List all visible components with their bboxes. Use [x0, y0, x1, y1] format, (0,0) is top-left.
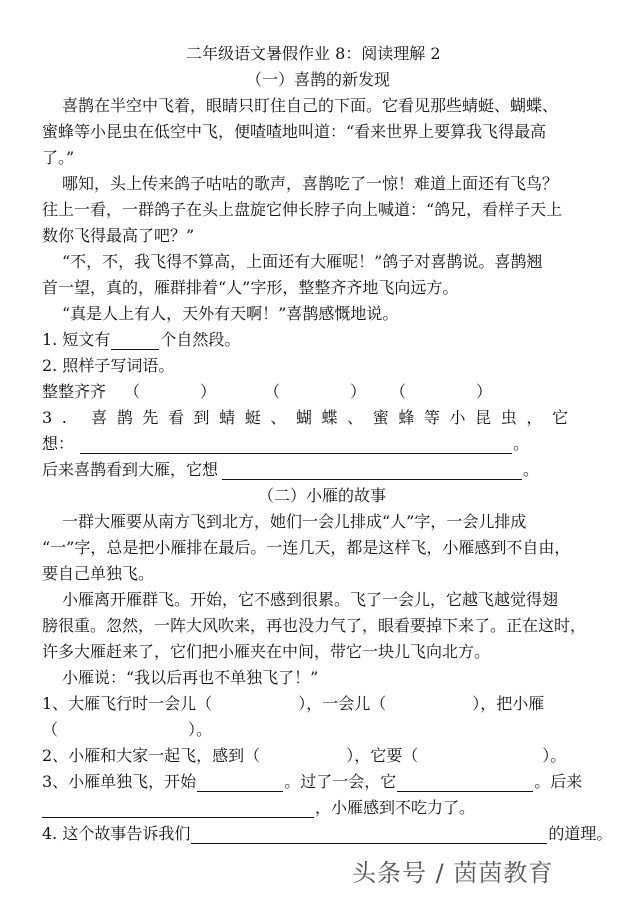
s2-p1-line2: “一”字，总是把小雁排在最后。一连几天，都是这样飞，小雁感到不自由，	[42, 538, 571, 557]
s2-q4-text-a: 4. 这个故事告诉我们	[42, 824, 191, 843]
s1-p2-line2: 往上一看，一群鸽子在头上盘旋它伸长脖子向上喊道：“鸽兄，看样子天上	[42, 200, 563, 219]
s2-q1-text-b: ），一会儿（	[298, 694, 387, 713]
s1-q2-answer-row	[42, 382, 493, 402]
s1-q3-label: 想：	[42, 434, 75, 453]
s1-q3-blank-1[interactable]	[80, 437, 512, 454]
s1-p2-line1: 哪知，头上传来鸽子咕咕的歌声，喜鹊吃了一惊！难道上面还有飞鸟？	[62, 174, 559, 193]
s1-question-1	[42, 330, 240, 350]
section1-heading: （一）喜鹊的新发现	[246, 70, 391, 89]
s1-q3-later: 后来喜鹊看到大雁，它想	[42, 460, 219, 479]
s2-question-2	[42, 746, 566, 766]
s1-question-2: 2. 照样子写词语。	[42, 356, 175, 375]
s2-p3-line1: 小雁说：“我以后再也不单独飞了！”	[62, 668, 319, 687]
page-title: 二年级语文暑假作业 8：阅读理解 2	[186, 44, 441, 63]
s2-q1-text-a: 1、大雁飞行时一会儿（	[42, 694, 213, 713]
s1-p2-line3: 数你飞得最高了吧？”	[42, 226, 195, 245]
s1-question-3: 3. 喜鹊先看到蜻蜓、蝴蝶、蜜蜂等小昆虫，它	[42, 408, 578, 427]
s2-q2-text-a: 2、小雁和大家一起飞，感到（	[42, 746, 261, 765]
s2-q3-blank-3[interactable]	[42, 801, 314, 818]
s2-p2-line2: 膀很重。忽然，一阵大风吹来，再也没力气了，眼看要掉下来了。正在这时，	[42, 616, 587, 635]
s2-p1-line3: 要自己单独飞。	[42, 564, 155, 583]
s2-q3-line2	[42, 798, 475, 818]
s1-p3-line2: 首一望，真的，雁群排着“人”字形，整整齐齐地飞向远方。	[42, 278, 459, 297]
s2-question-4	[42, 824, 612, 844]
s2-q1-text-c: ），把小雁	[472, 694, 545, 713]
s1-q3-period-1: 。	[513, 434, 530, 453]
s1-q2-blank-2[interactable]: （ ）	[264, 382, 367, 401]
s2-q1-text-e: ）。	[188, 720, 213, 739]
s1-p1-line1: 喜鹊在半空中飞着，眼睛只盯住自己的下面。它看见那些蜻蜓、蝴蝶、	[62, 96, 559, 115]
s1-q1-text-a: 1. 短文有	[42, 330, 111, 349]
s1-q3-line2	[42, 434, 529, 454]
s2-q4-text-b: 的道理。	[548, 824, 613, 843]
s2-q3-blank-2[interactable]	[397, 775, 533, 792]
s2-q1-text-d: （	[42, 720, 59, 739]
s1-q3-blank-2[interactable]	[222, 463, 522, 480]
s1-p4-line1: “真是人上有人，天外有天啊！”喜鹊感慨地说。	[62, 304, 399, 323]
s2-q4-blank[interactable]	[191, 827, 547, 844]
s1-p1-line2: 蜜蜂等小昆虫在低空中飞，便喳喳地叫道：“看来世界上要算我飞得最高	[42, 122, 547, 141]
s2-q3-blank-1[interactable]	[197, 775, 283, 792]
s1-q1-text-b: 个自然段。	[160, 330, 241, 349]
s1-q3-line3	[42, 460, 539, 480]
s1-p1-line3: 了。”	[42, 148, 75, 167]
s1-q2-blank-1[interactable]: （ ）	[124, 382, 217, 401]
section2-heading: （二）小雁的故事	[258, 486, 387, 505]
s2-question-1	[42, 694, 544, 714]
s2-q3-text-a: 3、小雁单独飞，开始	[42, 772, 197, 791]
s1-p3-line1: “不，不，我飞得不算高，上面还有大雁呢！”鸽子对喜鹊说。喜鹊翘	[62, 252, 543, 271]
s2-q2-text-b: ），它要（	[346, 746, 419, 765]
s2-q1-line2	[42, 720, 212, 740]
s2-p2-line1: 小雁离开雁群飞。开始，它不感到很累。飞了一会儿，它越飞越觉得翅	[62, 590, 559, 609]
s1-q3-period-2: 。	[523, 460, 540, 479]
s1-q1-blank[interactable]	[111, 333, 159, 350]
watermark: 头条号 / 茵茵教育	[352, 859, 554, 887]
s2-question-3	[42, 772, 582, 792]
s2-p2-line3: 许多大雁赶来了，它们把小雁夹在中间，带它一块儿飞向北方。	[42, 642, 491, 661]
s1-q2-blank-3[interactable]: （ ）	[390, 382, 493, 401]
s1-q2-example: 整整齐齐	[42, 382, 107, 401]
s2-q3-text-d: ，小雁感到不吃力了。	[315, 798, 476, 817]
s2-q3-text-b: 。过了一会，它	[284, 772, 397, 791]
s2-q2-text-c: ）。	[542, 746, 567, 765]
s2-p1-line1: 一群大雁要从南方飞到北方，她们一会儿排成“人”字，一会儿排成	[62, 512, 527, 531]
s2-q3-text-c: 。后来	[534, 772, 583, 791]
